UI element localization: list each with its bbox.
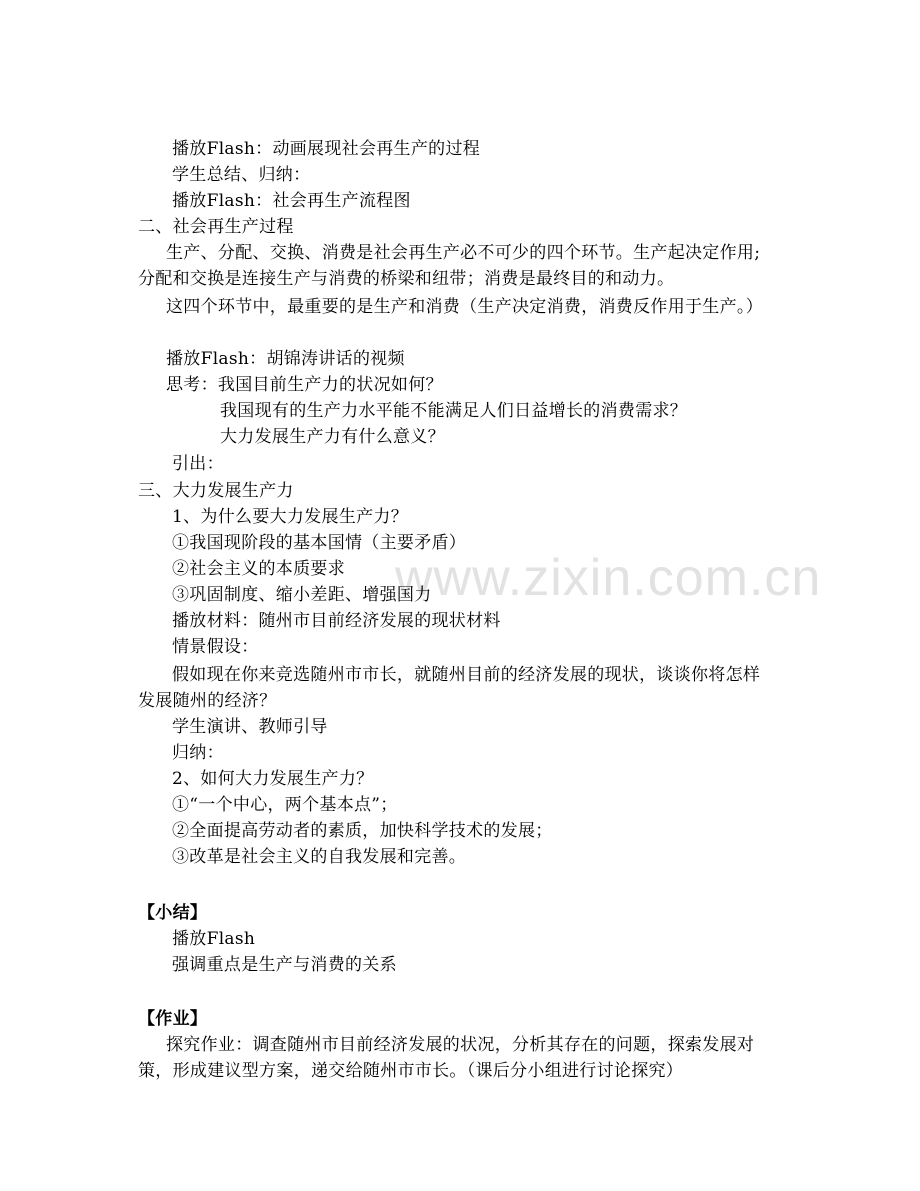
- section-heading: 三、大力发展生产力: [138, 481, 294, 501]
- text-line: 发展随州的经济？: [138, 691, 277, 711]
- text-line: 大力发展生产力有什么意义？: [220, 427, 445, 447]
- text-line: 这四个环节中，最重要的是生产和消费（生产决定消费，消费反作用于生产。）: [166, 297, 763, 317]
- text-line: ③巩固制度、缩小差距、增强国力: [172, 585, 432, 605]
- watermark-text: www.zixin.com.cn: [395, 549, 822, 607]
- text-line: 播放材料：随州市目前经济发展的现状材料: [172, 611, 501, 631]
- text-line: 我国现有的生产力水平能不能满足人们日益增长的消费需求？: [220, 401, 688, 421]
- section-heading: 【作业】: [138, 1009, 208, 1029]
- text-line: 归纳：: [172, 743, 224, 763]
- text-line: 播放Flash：社会再生产流程图: [172, 191, 411, 211]
- text-line: 播放Flash：动画展现社会再生产的过程: [172, 139, 481, 159]
- text-line: ②社会主义的本质要求: [172, 559, 345, 579]
- text-line: 1、为什么要大力发展生产力？: [172, 507, 409, 527]
- text-line: 引出：: [172, 454, 224, 474]
- section-heading: 二、社会再生产过程: [138, 217, 294, 237]
- text-line: 分配和交换是连接生产与消费的桥梁和纽带；消费是最终目的和动力。: [138, 269, 675, 289]
- text-line: 学生演讲、教师引导: [172, 717, 328, 737]
- text-line: 策，形成建议型方案，递交给随州市市长。（课后分小组进行讨论探究）: [138, 1061, 684, 1081]
- text-line: ②全面提高劳动者的素质，加快科学技术的发展；: [172, 821, 553, 841]
- text-line: 学生总结、归纳：: [172, 165, 311, 185]
- text-line: 假如现在你来竞选随州市市长，就随州目前的经济发展的现状，谈谈你将怎样: [172, 665, 761, 685]
- text-line: 2、如何大力发展生产力？: [172, 769, 374, 789]
- text-line: 生产、分配、交换、消费是社会再生产必不可少的四个环节。生产起决定作用;: [166, 243, 761, 263]
- text-line: 播放Flash: [172, 929, 256, 949]
- text-line: 强调重点是生产与消费的关系: [172, 955, 397, 975]
- text-line: 探究作业：调查随州市目前经济发展的状况，分析其存在的问题，探索发展对: [166, 1035, 755, 1055]
- text-line: 情景假设：: [172, 637, 259, 657]
- text-line: ①“一个中心，两个基本点”；: [172, 795, 398, 815]
- text-line: 播放Flash：胡锦涛讲话的视频: [166, 349, 405, 369]
- text-line: ③改革是社会主义的自我发展和完善。: [172, 847, 467, 867]
- text-line: 思考：我国目前生产力的状况如何？: [166, 375, 443, 395]
- text-line: ①我国现阶段的基本国情（主要矛盾）: [172, 533, 467, 553]
- section-heading: 【小结】: [138, 903, 208, 923]
